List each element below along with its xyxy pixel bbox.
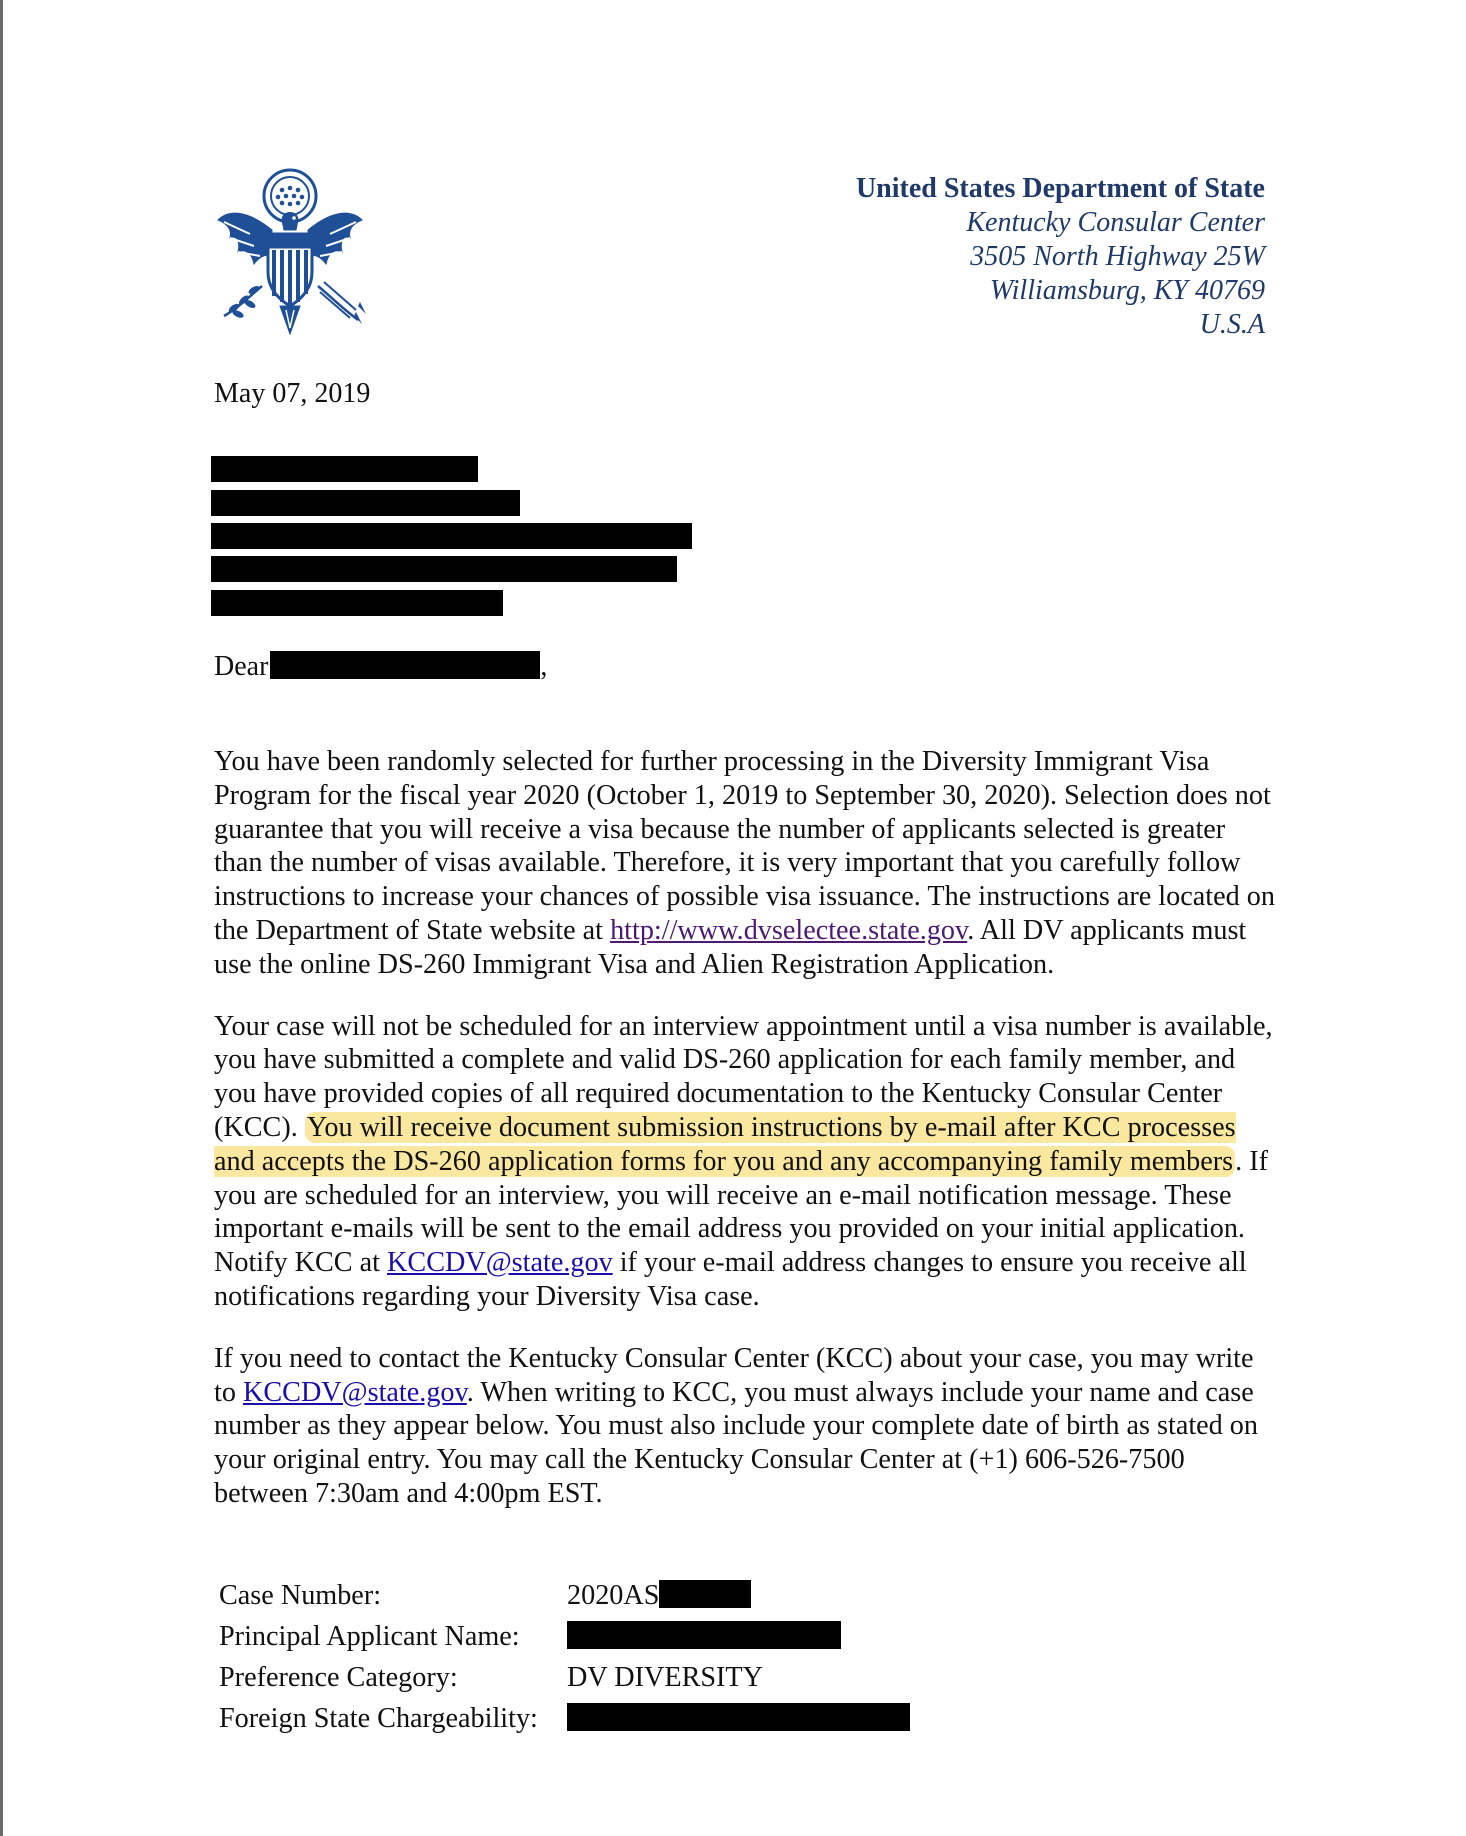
- highlighted-instructions: You will receive document submission instructions by e-mail after KCC processes and accepts the DS-260 application forms for you and any accompanying family members: [214, 1111, 1236, 1177]
- street-address: 3505 North Highway 25W: [970, 241, 1265, 272]
- preference-row: [219, 1657, 910, 1698]
- letter-body: [214, 745, 1276, 1539]
- letter-date: May 07, 2019: [214, 378, 371, 409]
- redacted-address-line: [211, 490, 520, 516]
- applicant-name-label: Principal Applicant Name:: [219, 1620, 520, 1652]
- case-number-prefix: 2020AS: [567, 1579, 660, 1611]
- country: U.S.A: [1199, 309, 1265, 340]
- case-number-row: [219, 1575, 910, 1616]
- city-state-zip: Williamsburg, KY 40769: [989, 275, 1265, 306]
- redacted-chargeability: [567, 1703, 910, 1731]
- redacted-address-line: [211, 523, 692, 549]
- page-border: [0, 0, 3, 1836]
- chargeability-label: Foreign State Chargeability:: [219, 1702, 538, 1734]
- redacted-address-line: [211, 456, 478, 482]
- case-number-label: Case Number:: [219, 1579, 382, 1611]
- redacted-applicant-name: [567, 1621, 841, 1649]
- redacted-recipient-name: [270, 651, 540, 679]
- preference-category-label: Preference Category:: [219, 1661, 458, 1693]
- case-number-value: [567, 1575, 910, 1616]
- kccdv-email-link[interactable]: KCCDV@state.gov: [242, 1376, 467, 1408]
- salutation: [214, 650, 547, 684]
- paragraph-interview: Your case will not be scheduled for an interview appointment until a visa number is available, you have submitted a complete and valid DS-260 application for each family member, and you have provided copies of all required documentation to the Kentucky Consular Center (KCC). You will receive document submission instructions by e-mail after KCC processes and accepts the DS-260 application forms for you and any accompanying family members. If you are scheduled for an interview, you will receive an e-mail notification message. These important e-mails will be sent to the email address you provided on your initial application. Notify KCC at KCCDV@state.gov if your e-mail address changes to ensure you receive all notifications regarding your Diversity Visa case.: [214, 1010, 1273, 1312]
- applicant-row: [219, 1616, 910, 1657]
- kccdv-email-link[interactable]: KCCDV@state.gov: [387, 1247, 613, 1279]
- paragraph-selection: You have been randomly selected for further processing in the Diversity Immigrant Visa Program for the fiscal year 2020 (October 1, 2019 to September 30, 2020). Selection does not guarantee that you will receive a visa because the number of applicants selected is greater than the number of visas available. Therefore, it is very important that you carefully follow instructions to increase your chances of possible visa issuance. The instructions are located on the Department of State website at http://www.dvselectee.state.gov. All DV applicants must use the online DS-260 Immigrant Visa and Alien Registration Application.: [214, 746, 1275, 980]
- great-seal-icon: [210, 168, 370, 338]
- salutation-comma: ,: [540, 651, 548, 682]
- center-name: Kentucky Consular Center: [966, 207, 1265, 238]
- redacted-case-number: [659, 1580, 751, 1608]
- chargeability-row: [219, 1698, 910, 1739]
- letterhead: [856, 172, 1265, 342]
- chargeability-value: [567, 1698, 910, 1739]
- redacted-address-line: [211, 556, 677, 582]
- agency-name: United States Department of State: [855, 173, 1265, 204]
- paragraph-contact: If you need to contact the Kentucky Consular Center (KCC) about your case, you may write to KCCDV@state.gov. When writing to KCC, you must always include your name and case number as they appear below. You must also include your complete date of birth as stated on your original entry. You may call the Kentucky Consular Center at (+1) 606-526-7500 between 7:30am and 4:00pm EST.: [214, 1342, 1258, 1509]
- dvselectee-link[interactable]: http://www.dvselectee.state.gov: [610, 914, 968, 946]
- case-info-table: [219, 1575, 910, 1739]
- redacted-address-line: [211, 590, 503, 616]
- preference-category-value: DV DIVERSITY: [567, 1661, 764, 1693]
- salutation-prefix: Dear: [214, 651, 269, 682]
- applicant-name-value: [567, 1616, 910, 1657]
